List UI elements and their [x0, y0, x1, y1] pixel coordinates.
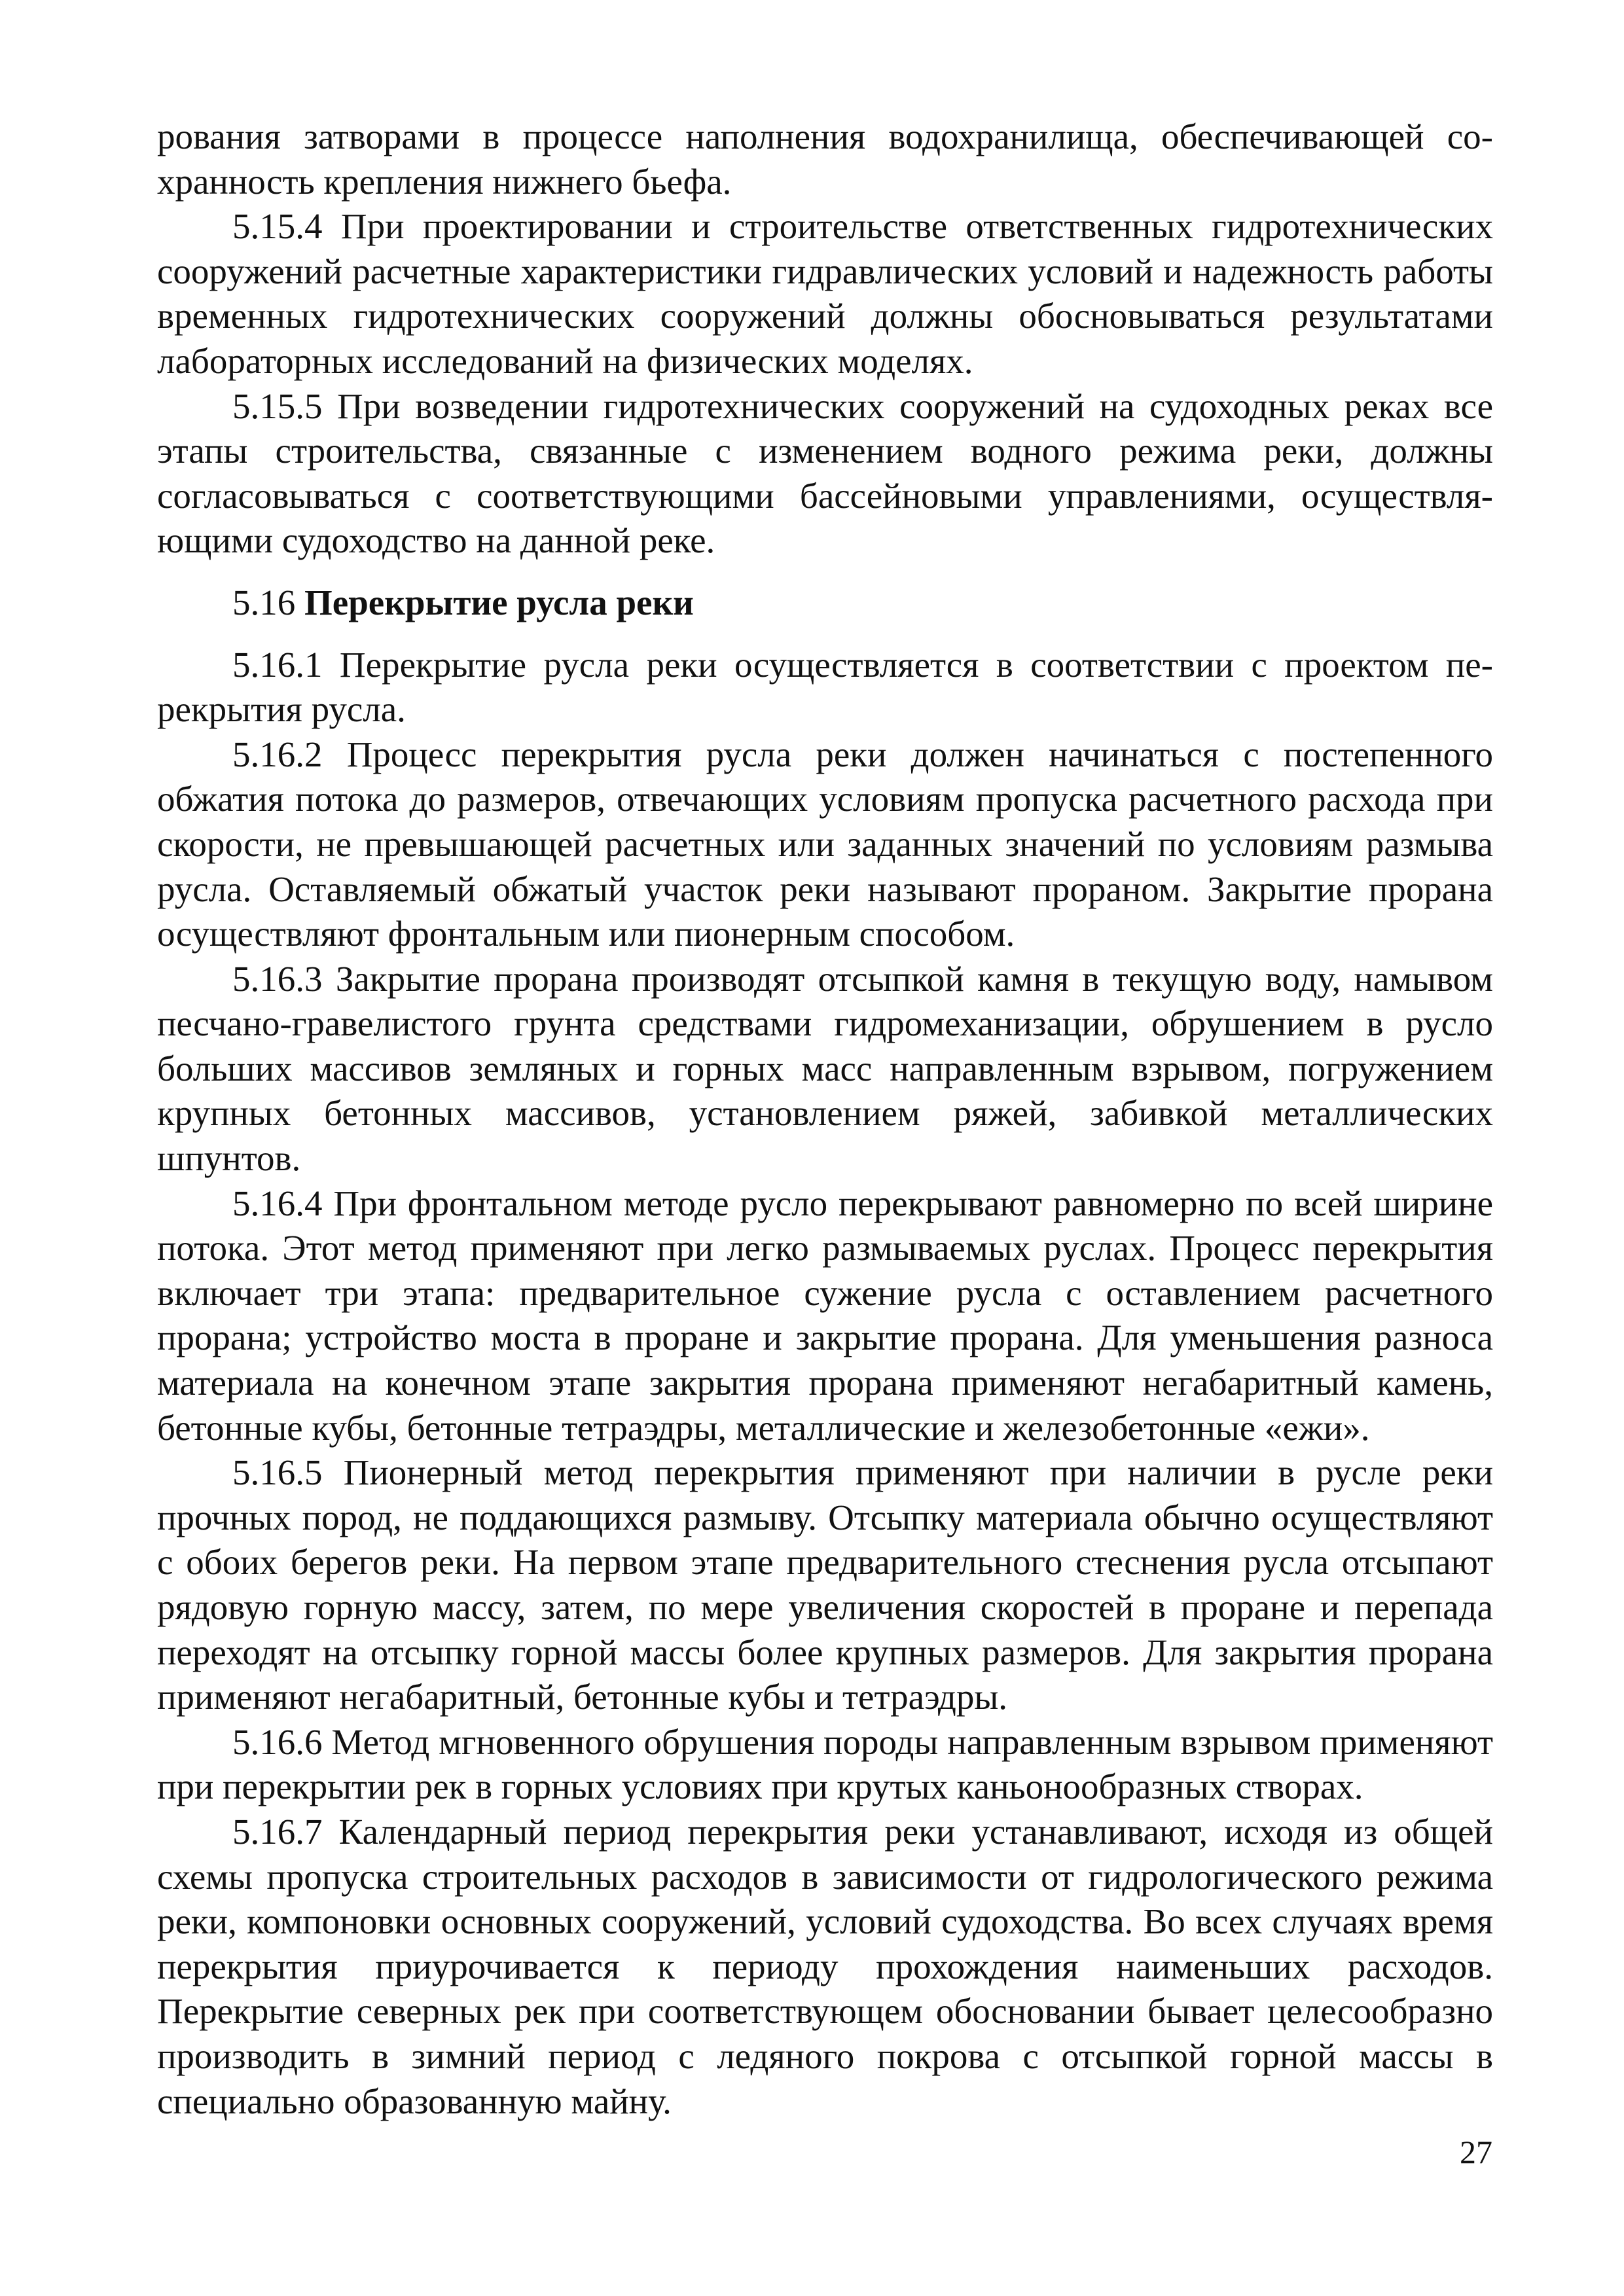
paragraph-5-16-7: 5.16.7 Календарный период перекрытия реки устанавливают, исходя из общей схемы пропуска строительных расходов в зависимости от гидрологического режима реки, компоновки основных сооружений, условий судоходства. Во всех случаях время перекрытия приурочивается к периоду прохождения наименьших расходов. Перекрытие северных рек при соответствующем обосновании бывает целесообразно производить в зимний период с ледяного покрова с отсыпкой горной массы в специально образованную майну.	[157, 1811, 1493, 2121]
paragraph-5-16-3: 5.16.3 Закрытие прорана производят отсыпкой камня в текущую воду, намывом песчано-гравелистого грунта средствами гидромеханизации, обрушением в русло больших массивов земляных и горных масс направленным взрывом, погружением крупных бетонных массивов, установлением ряжей, забивкой металлических шпунтов.	[157, 958, 1493, 1179]
paragraph-5-16-2: 5.16.2 Процесс перекрытия русла реки должен начинаться с постепенного обжатия потока до размеров, отвечающих условиям пропуска расчетного расхода при скорости, не превышающей расчетных или заданных значений по условиям размыва русла. Оставляемый обжатый участок реки называют прораном. Закрытие прорана осуществляют фронтальным или пионерным способом.	[157, 734, 1493, 954]
section-heading	[157, 581, 1493, 626]
document-body	[157, 115, 1493, 2124]
page-number: 27	[1460, 2134, 1492, 2170]
paragraph-5-15-4: 5.15.4 При проектировании и строительстве ответственных гидротехнических сооружений расчетные характеристики гидравлических условий и надежность работы временных гидротехнических сооружений должны обосновываться результатами лабораторных исследований на физических моделях.	[157, 206, 1493, 381]
paragraph-5-16-1: 5.16.1 Перекрытие русла реки осуществляется в соответствии с проектом перекрытия русла.	[157, 644, 1493, 730]
paragraph-5-16-4: 5.16.4 При фронтальном методе русло перекрывают равномерно по всей ширине потока. Этот метод применяют при легко размываемых руслах. Процесс перекрытия включает три этапа: предварительное сужение русла с оставлением расчетного прорана; устройство моста в проране и закрытие прорана. Для уменьшения разноса материала на конечном этапе закрытия прорана применяют негабаритный камень, бетонные кубы, бетонные тетраэдры, металлические и железобетонные «ежи».	[157, 1183, 1493, 1448]
section-number: 5.16	[232, 582, 296, 622]
paragraph-continuation: рования затворами в процессе наполнения водохранилища, обеспечивающей сохранность крепления нижнего бьефа.	[157, 117, 1493, 202]
section-title: Перекрытие русла реки	[304, 582, 694, 622]
paragraph-5-16-5: 5.16.5 Пионерный метод перекрытия применяют при наличии в русле реки прочных пород, не поддающихся размыву. Отсыпку материала обычно осуществляют с обоих берегов реки. На первом этапе предварительного стеснения русла отсыпают рядовую горную массу, затем, по мере увеличения скоростей в проране и перепада переходят на отсыпку горной массы более крупных размеров. Для закрытия прорана применяют негабаритный, бетонные кубы и тетраэдры.	[157, 1452, 1493, 1717]
paragraph-5-15-5: 5.15.5 При возведении гидротехнических сооружений на судоходных реках все этапы строительства, связанные с изменением водного режима реки, должны согласовываться с соответствующими бассейновыми управлениями, осуществляющими судоходство на данной реке.	[157, 386, 1493, 561]
paragraph-5-16-6: 5.16.6 Метод мгновенного обрушения породы направленным взрывом применяют при перекрытии рек в горных условиях при крутых каньонообразных створах.	[157, 1721, 1493, 1807]
